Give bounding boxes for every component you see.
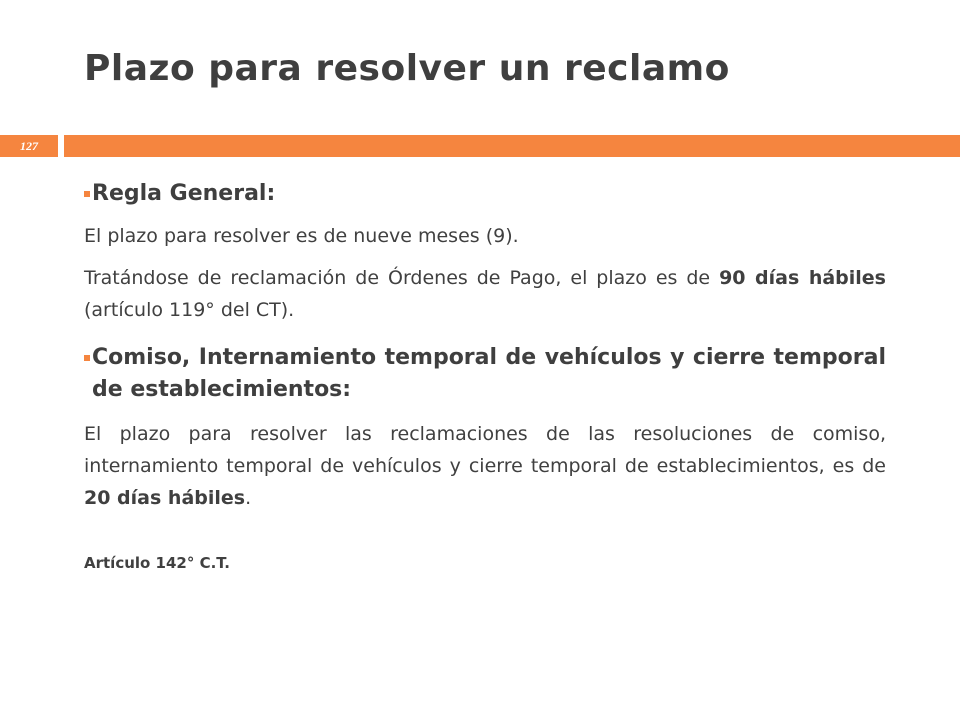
square-bullet-icon (84, 191, 90, 197)
paragraph-bold-text: 90 días hábiles (719, 267, 886, 289)
source-citation: Artículo 142° C.T. (84, 554, 230, 572)
paragraph-text: El plazo para resolver las reclamaciones de las resoluciones de comiso, internamiento temporal de vehículos y cierre temporal de establecimientos, es de (84, 423, 886, 477)
paragraph (84, 262, 886, 326)
slide-number: 127 (0, 135, 58, 157)
section-heading (84, 342, 886, 406)
slide-title: Plazo para resolver un reclamo (84, 48, 730, 89)
slide-body (84, 178, 886, 572)
accent-bar (64, 135, 960, 157)
section-heading (84, 178, 886, 210)
paragraph-text: Tratándose de reclamación de Órdenes de Pago, el plazo es de (84, 267, 720, 289)
section-heading-text: Comiso, Internamiento temporal de vehículos y cierre temporal de establecimientos: (92, 345, 886, 402)
paragraph-text: . (245, 487, 252, 509)
paragraph-text: El plazo para resolver es de nueve meses (9). (84, 225, 519, 247)
paragraph-text: (artículo 119° del CT). (84, 299, 295, 321)
square-bullet-icon (84, 355, 90, 361)
paragraph-bold-text: 20 días hábiles (84, 487, 246, 509)
paragraph (84, 220, 886, 252)
paragraph (84, 418, 886, 514)
section-heading-text: Regla General: (92, 181, 276, 206)
